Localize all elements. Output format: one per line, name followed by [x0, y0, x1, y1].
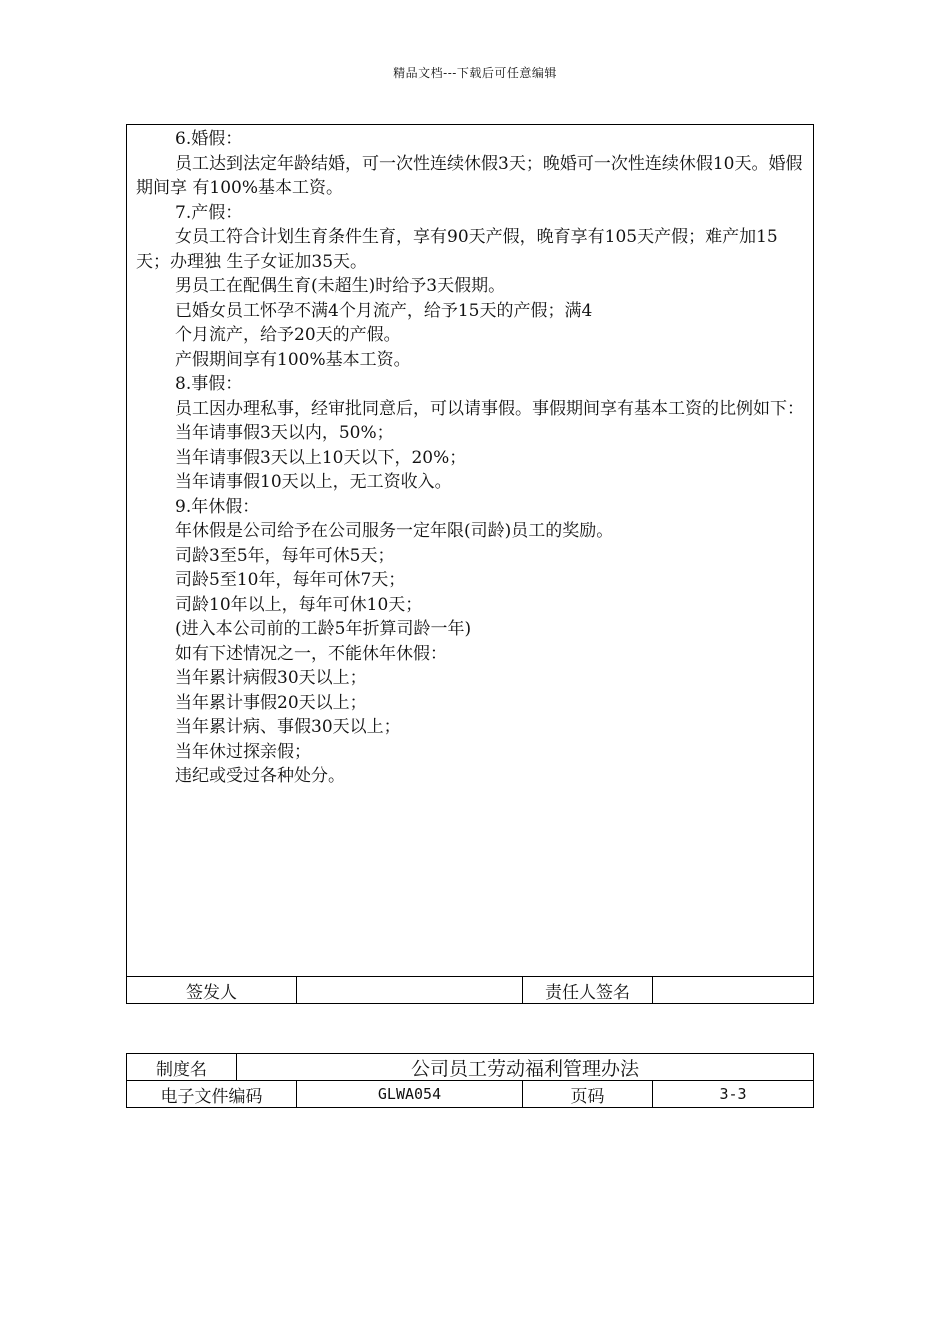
issuer-field[interactable] — [297, 977, 523, 1003]
policy-name-value: 公司员工劳动福利管理办法 — [410, 1057, 639, 1080]
file-code-label: 电子文件编码 — [127, 1081, 297, 1107]
paragraph: 女员工符合计划生育条件生育，享有90天产假，晚育享有105天产假；难产加15天；办理独 生子女证加35天。 — [136, 227, 778, 272]
paragraph: 7.产假： — [175, 202, 243, 223]
responsible-signature-field[interactable] — [653, 977, 813, 1003]
policy-name-label: 制度名 — [127, 1054, 237, 1080]
paragraph: 当年请事假10天以上，无工资收入。 — [175, 472, 452, 492]
paragraph: 当年累计病、事假30天以上； — [175, 717, 401, 737]
paragraph: 个月流产，给予20天的产假。 — [175, 325, 401, 345]
paragraph: (进入本公司前的工龄5年折算司龄一年) — [175, 619, 472, 639]
paragraph: 员工因办理私事，经审批同意后，可以请事假。事假期间享有基本工资的比例如下： — [175, 398, 804, 419]
paragraph: 男员工在配偶生育(未超生)时给予3天假期。 — [175, 276, 506, 296]
file-code-value: GLWA054 — [297, 1081, 523, 1107]
paragraph: 司龄10年以上，每年可休10天； — [175, 594, 423, 615]
paragraph: 当年请事假3天以内，50%； — [175, 423, 394, 443]
paragraph: 已婚女员工怀孕不满4个月流产，给予15天的产假；满4 — [175, 300, 593, 321]
page-number-label: 页码 — [523, 1081, 653, 1107]
footer-row-name — [127, 1054, 813, 1080]
paragraph: 8.事假： — [175, 374, 243, 394]
paragraph: 当年休过探亲假； — [175, 741, 311, 762]
paragraph: 司龄5至10年，每年可休7天； — [175, 570, 406, 590]
footer-table — [126, 1053, 814, 1108]
paragraph: 司龄3至5年，每年可休5天； — [175, 545, 395, 566]
issuer-label: 签发人 — [127, 977, 297, 1003]
signature-row — [127, 976, 813, 1003]
paragraph: 年休假是公司给予在公司服务一定年限(司龄)员工的奖励。 — [175, 521, 614, 541]
paragraph: 6.婚假： — [175, 129, 243, 149]
policy-text — [136, 127, 808, 789]
page-number-value: 3-3 — [719, 1085, 747, 1103]
responsible-label: 责任人签名 — [523, 977, 653, 1003]
content-box — [126, 124, 814, 1004]
paragraph: 当年请事假3天以上10天以下，20%； — [175, 447, 467, 468]
footer-row-code — [127, 1080, 813, 1107]
page-header: 精品文档---下载后可任意编辑 — [393, 66, 557, 80]
paragraph: 当年累计事假20天以上； — [175, 692, 367, 713]
paragraph: 9.年休假： — [175, 496, 260, 517]
paragraph: 违纪或受过各种处分。 — [175, 766, 345, 786]
paragraph: 当年累计病假30天以上； — [175, 668, 367, 688]
paragraph: 产假期间享有100%基本工资。 — [175, 349, 411, 370]
paragraph: 员工达到法定年龄结婚，可一次性连续休假3天；晚婚可一次性连续休假10天。婚假期间享 有100%基本工资。 — [136, 153, 803, 198]
paragraph: 如有下述情况之一，不能休年休假： — [175, 643, 447, 664]
